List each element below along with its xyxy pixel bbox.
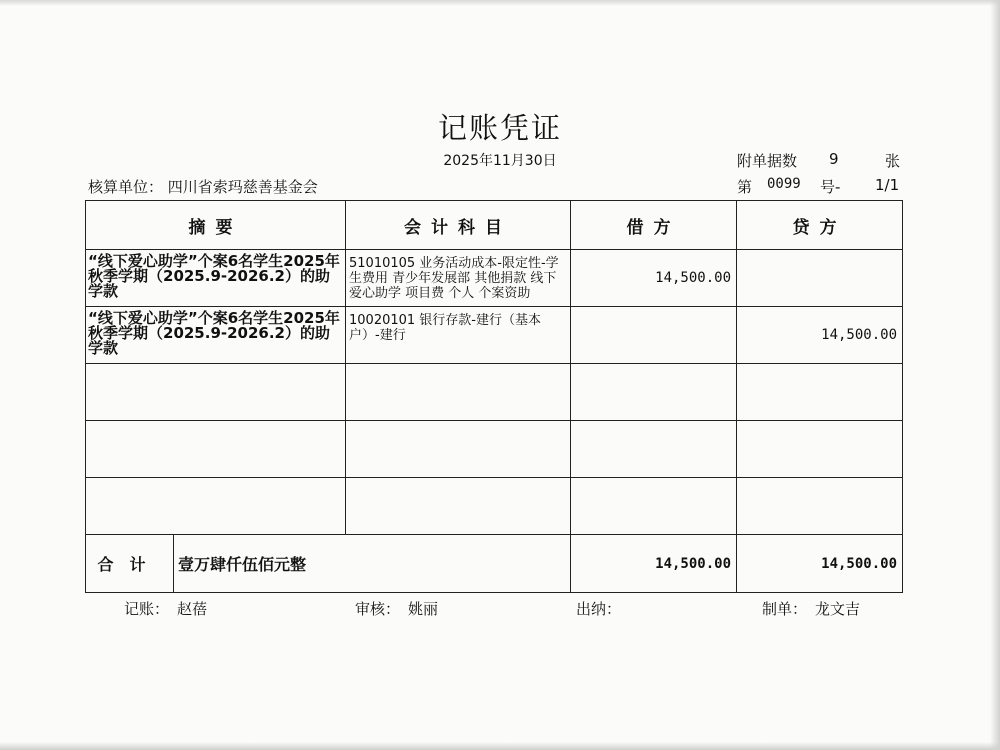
row-account-cell [346,307,571,364]
empty-cell [346,478,571,535]
empty-cell [86,364,346,421]
bookkeeper-signature [124,598,207,619]
reviewer-label: 审核： [355,600,401,618]
table-header-row [86,201,903,250]
accounting-unit-label: 核算单位： [88,178,164,196]
total-credit: 14,500.00 [737,535,903,593]
empty-row [86,478,903,535]
empty-cell [737,421,903,478]
row-summary: “线下爱心助学”个案6名学生2025年秋季学期（2025.9-2026.2）的助学款 [88,309,340,357]
empty-cell [346,364,571,421]
row-account: 10020101 银行存款-建行（基本户）-建行 [349,313,541,343]
table-row [86,307,903,364]
empty-cell [571,421,737,478]
empty-cell [86,478,346,535]
voucher-number-line [737,176,907,198]
table-row [86,250,903,307]
voucher-table [85,200,903,593]
accounting-unit-name: 四川省索玛慈善基金会 [167,178,318,196]
attachments-count-line [737,150,907,172]
row-summary: “线下爱心助学”个案6名学生2025年秋季学期（2025.9-2026.2）的助学款 [88,252,340,300]
row-debit: 14,500.00 [571,250,737,307]
total-amount-words: 壹万肆仟伍佰元整 [174,535,571,593]
empty-row [86,421,903,478]
empty-cell [346,421,571,478]
voucher-title: 记账凭证 [437,111,562,145]
voucher-number: 0099 [767,176,801,192]
header-debit: 借方 [571,201,737,250]
empty-cell [571,478,737,535]
header-credit: 贷方 [737,201,903,250]
empty-cell [737,364,903,421]
voucher-number-suffix: 号- [820,178,841,196]
total-row [86,535,903,593]
preparer-name: 龙文吉 [815,600,861,618]
row-account: 51010105 业务活动成本-限定性-学生费用 青少年发展部 其他捐款 线下爱心助学 项目费 个人 个案资助 [349,256,559,301]
empty-cell [737,478,903,535]
cashier-label: 出纳： [576,600,622,618]
row-account-cell [346,250,571,307]
row-credit: 14,500.00 [737,307,903,364]
row-credit [737,250,903,307]
reviewer-signature [355,598,438,619]
row-summary-cell [86,250,346,307]
empty-row [86,364,903,421]
attachments-label: 附单据数 [737,152,798,170]
bookkeeper-name: 赵蓓 [177,600,208,618]
scan-edge-bottom [0,742,1000,750]
voucher-page: 1/1 [875,176,900,194]
voucher-date: 2025年11月30日 [443,153,557,169]
reviewer-name: 姚丽 [408,600,439,618]
empty-cell [86,421,346,478]
attachments-count: 9 [829,150,839,168]
row-debit [571,307,737,364]
preparer-label: 制单： [762,600,808,618]
row-summary-cell [86,307,346,364]
voucher-number-prefix: 第 [737,178,753,196]
preparer-signature [762,598,860,619]
signature-line [0,598,1000,622]
empty-cell [571,364,737,421]
total-label: 合计 [86,535,174,593]
bookkeeper-label: 记账： [124,600,170,618]
scan-edge-top [0,0,1000,6]
header-account: 会计科目 [346,201,571,250]
accounting-unit-line [88,176,318,197]
header-summary: 摘要 [86,201,346,250]
total-debit: 14,500.00 [571,535,737,593]
cashier-signature [576,598,629,619]
attachments-unit: 张 [885,152,901,170]
